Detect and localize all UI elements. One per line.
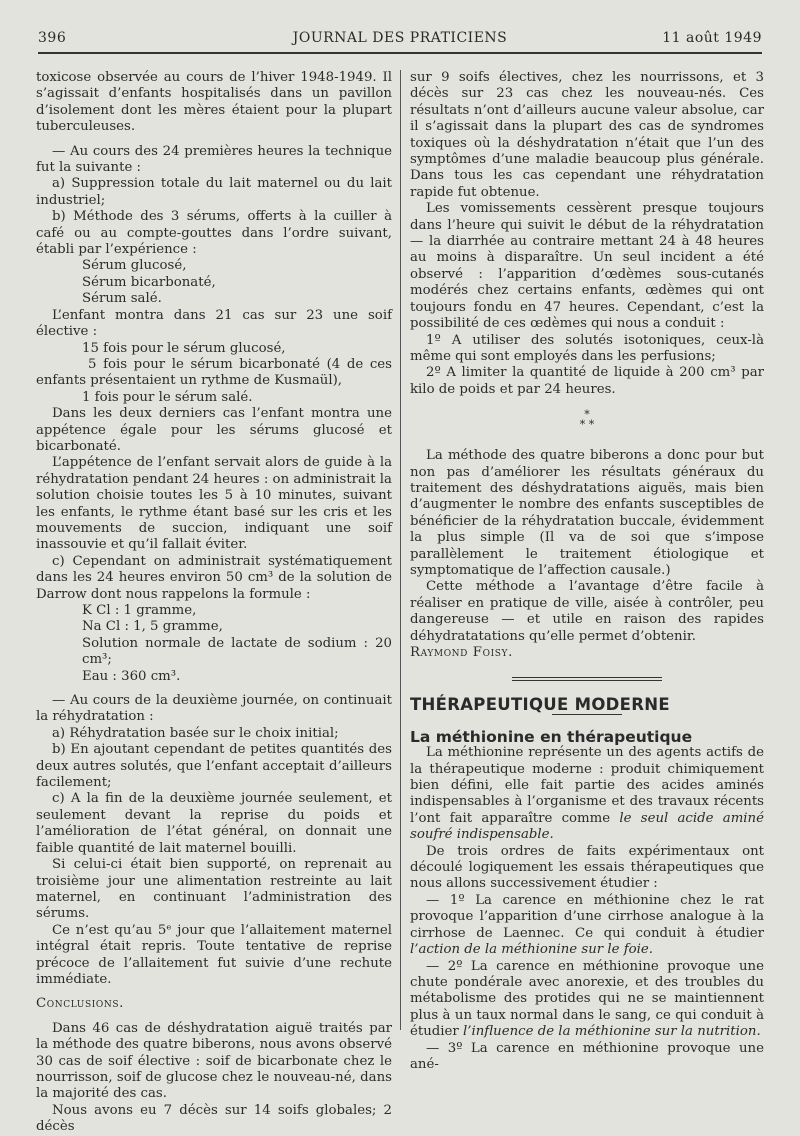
paragraph: b) En ajoutant cependant de petites quantités des deux autres solutés, que l’enfant acceptait d’ailleurs facilement; bbox=[36, 742, 392, 791]
paragraph: — Au cours des 24 premières heures la technique fut la suivante : bbox=[36, 143, 392, 176]
paragraph: c) Cependant on administrait systématiquement dans les 24 heures environ 50 cm³ de la solution de Darrow dont nous rappelons la formule : bbox=[36, 553, 392, 602]
conclusions-heading: Conclusions. bbox=[36, 996, 124, 1012]
page-number: 396 bbox=[38, 30, 67, 46]
paragraph: sur 9 soifs électives, chez les nourrissons, et 3 décès sur 23 cas chez les nouveau-nés. Ces résultats n’ont d’ailleurs aucune valeur absolue, car il s’agissait dans la plupart des cas de syndromes toxiques où la déshydratation n’était que l’un des symptômes d’une maladie beaucoup plus générale. Dans tous les cas cependant une réhydratation rapide fut obtenue. bbox=[410, 70, 764, 200]
paragraph: c) A la fin de la deuxième journée seulement, et seulement devant la reprise du poids et l’amélioration de l’état général, on donnait une faible quantité de lait maternel bouilli. bbox=[36, 791, 392, 856]
paragraph: a) Réhydratation basée sur le choix initial; bbox=[52, 725, 339, 741]
page-header bbox=[38, 28, 762, 54]
divider bbox=[512, 677, 662, 678]
formula-line: Na Cl : 1, 5 gramme, bbox=[82, 619, 223, 635]
paragraph: La méthode des quatre biberons a donc pour but non pas d’améliorer les résultats généraux du traitement des déshydratations aiguës, mais bien d’augmenter le nombre des enfants susceptibles de bénéficier de la réhydratation buccale, évidemment la plus simple (Il va de soi que s’impose parallèlement le traitement étiologique et symptomatique de l’affection causale.) bbox=[410, 448, 764, 578]
paragraph: Les vomissements cessèrent presque toujours dans l’heure qui suivit le début de la réhydratation — la diarrhée au contraire mettant 24 à 48 heures au moins à disparaître. Un seul incident a été observé : l’apparition d’œdèmes sous-cutanés modérés chez certains enfants, œdèmes qui ont toujours fondu en 47 heures. Cependant, c’est la possibilité de ces œdèmes qui nous a conduit : bbox=[410, 201, 764, 332]
section-title: THÉRAPEUTIQUE MODERNE bbox=[410, 695, 670, 715]
paragraph: Ce n’est qu’au 5ᵉ jour que l’allaitement maternel intégral était repris. Toute tentative de reprise précoce de l’allaitement fut suivie d’une rechute immédiate. bbox=[36, 922, 392, 987]
paragraph: — 1º La carence en méthionine chez le rat provoque l’apparition d’une cirrhose analogue à la cirrhose de Laennec. Ce qui conduit à étudier l’action de la méthionine sur le foie. bbox=[410, 892, 764, 958]
paragraph: — 3º La carence en méthionine provoque une ané- bbox=[410, 1040, 764, 1072]
article-title: La méthionine en thérapeutique bbox=[410, 727, 693, 746]
emphasis: l’influence de la méthionine sur la nutrition. bbox=[463, 1024, 761, 1040]
list-item: 1 fois pour le sérum salé. bbox=[82, 389, 253, 405]
paragraph: a) Suppression totale du lait maternel ou du lait industriel; bbox=[36, 176, 392, 208]
paragraph: toxicose observée au cours de l’hiver 1948-1949. Il s’agissait d’enfants hospitalisés dans un pavillon d’isolement dont les mères étaient pour la plupart tuberculeuses. bbox=[36, 70, 392, 135]
paragraph: — 2º La carence en méthionine provoque une chute pondérale avec anorexie, et des troubles du métabolisme des protides qui ne se maintiennent plus à un taux normal dans le sang, ce qui conduit à étudier l’influence de la méthionine sur la nutrition. bbox=[410, 958, 764, 1040]
section-stars bbox=[410, 410, 764, 430]
formula-line: K Cl : 1 gramme, bbox=[82, 603, 197, 618]
list-item: 5 fois pour le sérum bicarbonaté (4 de ces enfants présentaient un rythme de Kusmaül), bbox=[36, 356, 392, 389]
list-item: 15 fois pour le sérum glucosé, bbox=[82, 340, 286, 356]
divider bbox=[512, 680, 662, 681]
paragraph: — Au cours de la deuxième journée, on continuait la réhydratation : bbox=[36, 693, 392, 725]
paragraph: L’enfant montra dans 21 cas sur 23 une soif élective : bbox=[36, 307, 392, 340]
star-top: * bbox=[584, 408, 590, 422]
star-bottom: * * bbox=[579, 418, 595, 432]
list-item: Sérum glucosé, bbox=[82, 258, 187, 274]
column-divider bbox=[400, 70, 401, 1030]
right-column bbox=[410, 70, 764, 1073]
emphasis: le seul acide aminé soufré indispensable. bbox=[410, 810, 764, 843]
paragraph: b) Méthode des 3 sérums, offerts à la cuiller à café ou au compte-gouttes dans l’ordre suivant, établi par l’expérience : bbox=[36, 209, 392, 258]
author-signature: Raymond Foisy. bbox=[410, 645, 513, 660]
paragraph: 2º A limiter la quantité de liquide à 200 cm³ par kilo de poids et par 24 heures. bbox=[410, 365, 764, 397]
issue-date: 11 août 1949 bbox=[662, 30, 762, 46]
paragraph: Si celui-ci était bien supporté, on reprenait au troisième jour une alimentation restreinte au lait maternel, en continuant l’administration des sérums. bbox=[36, 857, 392, 922]
formula-line: Solution normale de lactate de sodium : 20 cm³; bbox=[82, 635, 392, 668]
formula-line: Eau : 360 cm³. bbox=[82, 668, 181, 684]
paragraph: L’appétence de l’enfant servait alors de guide à la réhydratation pendant 24 heures : on administrait la solution choisie toutes les 5 à 10 minutes, suivant les enfants, le rythme étant basé sur les cris et les mouvements de succion, indiquant une soif inassouvie et qu’il fallait éviter. bbox=[36, 455, 392, 553]
paragraph: La méthionine représente un des agents actifs de la thérapeutique moderne : produit chimiquement bien défini, elle fait partie des acides aminés indispensables à l’organisme et des travaux récents l’ont fait apparaître comme le seul acide aminé soufré indispensable. bbox=[410, 745, 764, 843]
paragraph: De trois ordres de faits expérimentaux ont découlé logiquement les essais thérapeutiques que nous allons successivement étudier : bbox=[410, 843, 764, 892]
list-item: Sérum bicarbonaté, bbox=[82, 274, 216, 290]
paragraph: Dans les deux derniers cas l’enfant montra une appétence égale pour les sérums glucosé et bicarbonaté. bbox=[36, 406, 392, 454]
journal-title: JOURNAL DES PRATICIENS bbox=[292, 30, 508, 46]
list-item: Sérum salé. bbox=[82, 291, 162, 307]
paragraph: 1º A utiliser des solutés isotoniques, ceux-là même qui sont employés dans les perfusions; bbox=[410, 332, 764, 364]
paragraph: Cette méthode a l’avantage d’être facile à réaliser en pratique de ville, aisée à contrôler, peu dangereuse — et utile en raison des rapides déhydratatations qu’elle permet d’obtenir. bbox=[410, 579, 764, 644]
left-column bbox=[36, 70, 392, 1136]
emphasis: l’action de la méthionine sur le foie. bbox=[410, 942, 653, 958]
paragraph: Nous avons eu 7 décès sur 14 soifs globales; 2 décès bbox=[36, 1102, 392, 1135]
paragraph: Dans 46 cas de déshydratation aiguë traités par la méthode des quatre biberons, nous avons observé 30 cas de soif élective : soif de bicarbonate chez le nourrisson, soif de glucose chez le nouveau-né, dans la majorité des cas. bbox=[36, 1020, 392, 1102]
